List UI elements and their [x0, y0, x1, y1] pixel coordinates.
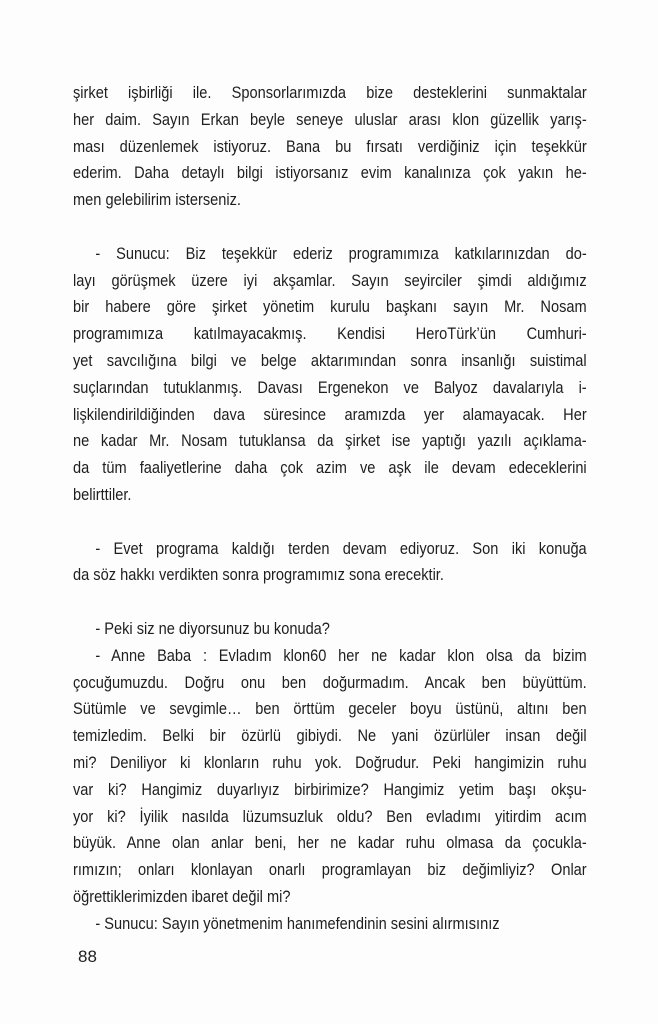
paragraph [73, 643, 587, 911]
page-number: 88 [78, 947, 97, 966]
paragraph [73, 616, 587, 643]
text-line: belirttiler. [73, 484, 132, 504]
paragraph-gap [73, 509, 587, 536]
text-line: rımızın; onları klonlayan onarlı programlayan biz değimliyiz? Onlar [73, 860, 587, 880]
text-line: temizledim. Belki bir özürlü gibiydi. Ne yani özürlüler insan değil [73, 726, 587, 746]
paragraph [73, 911, 587, 938]
text-line: yor ki? İyilik nasılda lüzumsuzluk oldu? Ben evladımı yitirdim acım [73, 806, 587, 826]
text-line: da söz hakkı verdikten sonra programımız sona erecektir. [73, 565, 444, 585]
paragraph-gap [73, 214, 587, 241]
text-line: şirket işbirliği ile. Sponsorlarımızda bize desteklerini sunmaktalar [73, 83, 587, 102]
text-line: bir habere göre şirket yönetim kurulu başkanı sayın Mr. Nosam [73, 297, 587, 317]
text-line: yet savcılığına bilgi ve belge aktarımından sonra insanlığı suistimal [73, 350, 587, 370]
text-line: suçlarından tutuklanmış. Davası Ergenekon ve Balyoz davalarıyla i- [73, 377, 587, 397]
text-line: lişkilendirildiğinden dava süresince aramızda yer alamayacak. Her [73, 404, 587, 424]
text-line: - Sunucu: Sayın yönetmenim hanımefendinin sesini alırmısınız [95, 913, 500, 933]
text-line: layı görüşmek üzere iyi akşamlar. Sayın seyirciler şimdi aldığımız [73, 270, 587, 290]
text-line: - Sunucu: Biz teşekkür ederiz programımıza katkılarınızdan do- [95, 243, 587, 263]
text-line: men gelebilirim isterseniz. [73, 190, 242, 210]
text-line: - Peki siz ne diyorsunuz bu konuda? [95, 618, 330, 638]
paragraph [73, 241, 587, 509]
text-line: - Anne Baba : Evladım klon60 her ne kadar klon olsa da bizim [95, 645, 587, 665]
text-line: mi? Deniliyor ki klonların ruhu yok. Doğrudur. Peki hangimizin ruhu [73, 752, 587, 772]
text-line: programımıza katılmayacakmış. Kendisi HeroTürk’ün Cumhuri- [73, 324, 587, 344]
text-line: çocuğumuzdu. Doğru onu ben doğurmadım. Ancak ben büyüttüm. [73, 672, 587, 692]
text-line: ederim. Daha detaylı bilgi istiyorsanız evim kanalınıza çok yakın he- [73, 163, 587, 183]
text-line: öğrettiklerimizden ibaret değil mi? [73, 886, 291, 906]
text-line: var ki? Hangimiz duyarlıyız birbirimize? Hangimiz yetim başı okşu- [73, 779, 587, 799]
paragraph-gap [73, 589, 587, 616]
text-line: ne kadar Mr. Nosam tutuklansa da şirket ise yaptığı yazılı açıklama- [73, 431, 587, 451]
paragraph [73, 80, 587, 214]
text-line: da tüm faaliyetlerine daha çok azim ve aşk ile devam edeceklerini [73, 458, 587, 478]
text-line: - Evet programa kaldığı terden devam ediyoruz. Son iki konuğa [95, 538, 587, 558]
text-line: her daim. Sayın Erkan beyle seneye uluslar arası klon güzellik yarış- [73, 109, 587, 129]
page-text [73, 80, 587, 938]
text-line: büyük. Anne olan anlar beni, her ne kadar ruhu olmasa da çocukla- [73, 833, 587, 853]
text-line: ması düzenlemek istiyoruz. Bana bu fırsatı verdiğiniz için teşekkür [73, 136, 587, 156]
text-line: Sütümle ve sevgimle… ben örttüm geceler boyu üstünü, altını ben [73, 699, 587, 719]
paragraph [73, 536, 587, 590]
